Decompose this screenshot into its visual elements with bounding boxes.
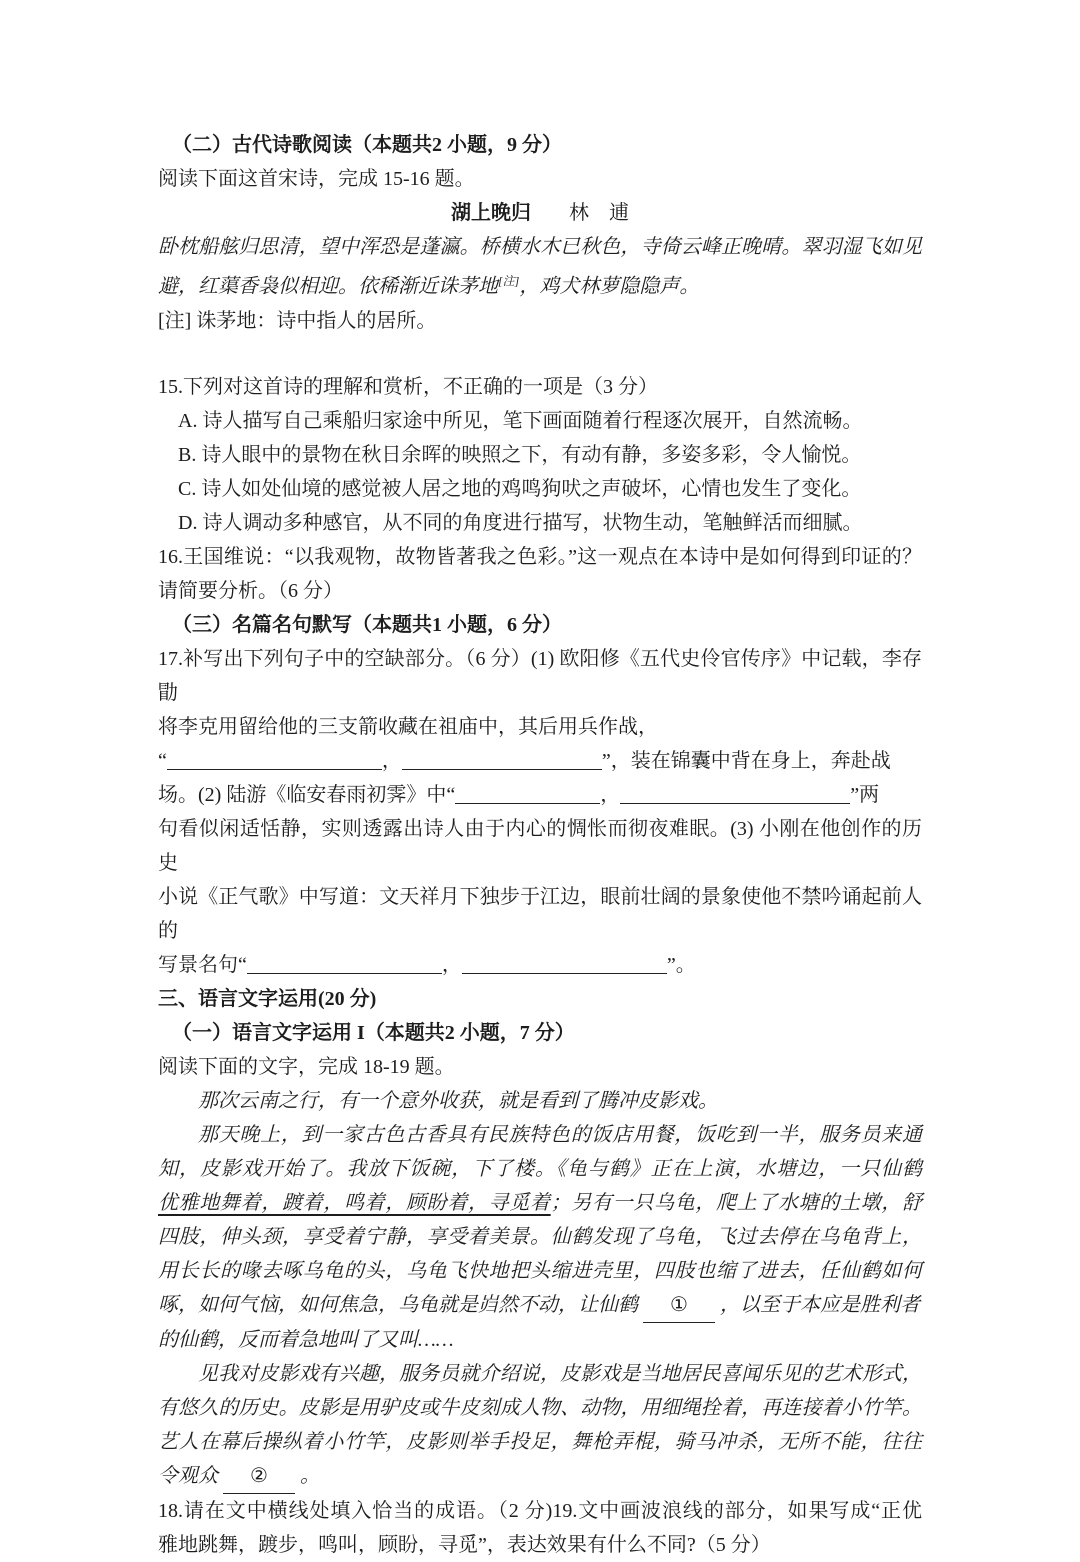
question-17-line-7-pre: 写景名句“ [158,953,247,976]
poem-line-2 [158,264,922,304]
passage-line: 那天晚上，到一家古色古香具有民族特色的饭店用餐，饭吃到一半，服务员来通 [198,1123,922,1146]
question-17-blank-line-1 [158,744,922,778]
section-heading-language-use-1: （一）语言文字运用 I（本题共2 小题，7 分） [172,1021,575,1044]
language-intro: 阅读下面的文字，完成 18-19 题。 [158,1055,455,1078]
poem-line-2-pre: 避，红蕖香袅似相迎。依稀渐近诛茅地 [158,275,498,298]
question-15-option-a: A. 诗人描写自己乘船归家途中所见，笔下画面随着行程逐次展开，自然流畅。 [178,409,863,432]
question-17-line-4-pre: 场。(2) 陆游《临安春雨初霁》中“ [158,783,456,806]
question-17-line-7-tail: ”。 [666,953,696,976]
poem-line-2-post: ，鸡犬林萝隐隐声。 [519,275,700,298]
idiom-blank-1: ① [643,1288,715,1323]
answer-blank [167,749,382,770]
poem-title: 湖上晚归 [451,202,531,224]
open-quote: “ [158,749,167,772]
passage-line-blank-1 [158,1288,922,1323]
answer-blank [402,749,602,770]
underlined-phrase: 优雅地舞着，踱着，鸣着，顾盼着，寻觅着 [158,1191,551,1214]
question-17-line-6: 小说《正气歌》中写道：文天祥月下独步于江边，眼前壮阔的景象使他不禁吟诵起前人的 [158,885,922,942]
question-17-line-2: 将李克用留给他的三支箭收藏在祖庙中，其后用兵作战， [158,715,658,738]
passage-line: 见我对皮影戏有兴趣，服务员就介绍说，皮影戏是当地居民喜闻乐见的艺术形式， [198,1362,922,1385]
passage-paragraph-1: 那次云南之行，有一个意外收获，就是看到了腾冲皮影戏。 [198,1089,718,1112]
passage-line-blank-2 [158,1459,922,1494]
question-17-line-1: 17.补写出下列句子中的空缺部分。（6 分）(1) 欧阳修《五代史伶官传序》中记载，李存勖 [158,647,922,704]
question-15-option-d: D. 诗人调动多种感官，从不同的角度进行描写，状物生动，笔触鲜活而细腻。 [178,511,863,534]
passage-line: 用长长的喙去啄乌龟的头，乌龟飞快地把头缩进壳里，四肢也缩了进去，任仙鹤如何 [158,1259,922,1282]
passage-line-pre: 啄，如何气恼，如何焦急，乌龟就是岿然不动，让仙鹤 [158,1293,638,1316]
question-15-option-b: B. 诗人眼中的景物在秋日余晖的映照之下，有动有静，多姿多彩，令人愉悦。 [178,443,862,466]
question-17-line-3-tail: ”，装在锦囊中背在身上，奔赴战 [601,749,891,772]
question-18-19-line-2: 雅地跳舞，踱步，鸣叫，顾盼，寻觅”，表达效果有什么不同?（5 分） [158,1533,771,1556]
question-17-blank-line-2 [158,778,922,812]
passage-line-post: 。 [300,1464,320,1487]
note-reference-superscript: [注] [498,274,520,288]
poem-line-1: 卧枕船舷归思清，望中浑恐是蓬瀛。桥横水木已秋色，寺倚云峰正晚晴。翠羽湿飞如见 [158,236,922,258]
section-heading-poetry: （二）古代诗歌阅读（本题共2 小题，9 分） [172,134,562,156]
idiom-blank-2: ② [223,1459,295,1494]
comma: ， [381,749,402,772]
comma: ， [600,783,621,806]
passage-line: 的仙鹤，反而着急地叫了又叫…… [158,1328,454,1351]
answer-blank [620,783,850,804]
comma: ， [441,953,462,976]
poem-title-line [158,196,922,230]
passage-line-rest: ；另有一只乌龟，爬上了水塘的土墩，舒 [550,1191,923,1214]
question-17-blank-line-3 [158,948,922,982]
passage-line: 知，皮影戏开始了。我放下饭碗，下了楼。《龟与鹤》正在上演，水塘边，一只仙鹤 [158,1157,922,1180]
poem-author: 林 逋 [569,202,629,224]
passage-line: 艺人在幕后操纵着小竹竿，皮影则举手投足，舞枪弄棍，骑马冲杀，无所不能，往往 [158,1430,922,1453]
passage-line-post: ，以至于本应是胜利者 [720,1293,920,1316]
poem-footnote: [注] 诛茅地：诗中指人的居所。 [158,309,437,332]
question-18-19-line-1: 18.请在文中横线处填入恰当的成语。（2 分)19.文中画波浪线的部分，如果写成“正优 [158,1499,922,1522]
question-15-option-c: C. 诗人如处仙境的感觉被人居之地的鸡鸣狗吠之声破坏，心情也发生了变化。 [178,477,862,500]
answer-blank [462,953,667,974]
passage-line: 四肢，伸头颈，享受着宁静，享受着美景。仙鹤发现了乌龟，飞过去停在乌龟背上， [158,1225,922,1248]
section-heading-dictation: （三）名篇名句默写（本题共1 小题，6 分） [172,613,562,636]
blank-row [158,338,922,370]
poetry-intro: 阅读下面这首宋诗，完成 15-16 题。 [158,168,475,190]
answer-blank [247,953,442,974]
section-heading-language-use: 三、语言文字运用(20 分) [158,987,377,1010]
question-17-line-4-tail: ”两 [850,783,880,806]
passage-line-underlined [158,1186,922,1220]
answer-blank [455,783,600,804]
passage-line-pre: 令观众 [158,1464,218,1487]
question-16-line-1: 16.王国维说：“以我观物，故物皆著我之色彩。”这一观点在本诗中是如何得到印证的？ [158,545,922,568]
question-16-line-2: 请简要分析。（6 分） [158,579,343,602]
question-17-line-5: 句看似闲适恬静，实则透露出诗人由于内心的惆怅而彻夜难眠。(3) 小刚在他创作的历史 [158,817,922,874]
passage-line: 有悠久的历史。皮影是用驴皮或牛皮刻成人物、动物，用细绳拴着，再连接着小竹竿。 [158,1396,922,1419]
question-15-stem: 15.下列对这首诗的理解和赏析，不正确的一项是（3 分） [158,375,658,398]
